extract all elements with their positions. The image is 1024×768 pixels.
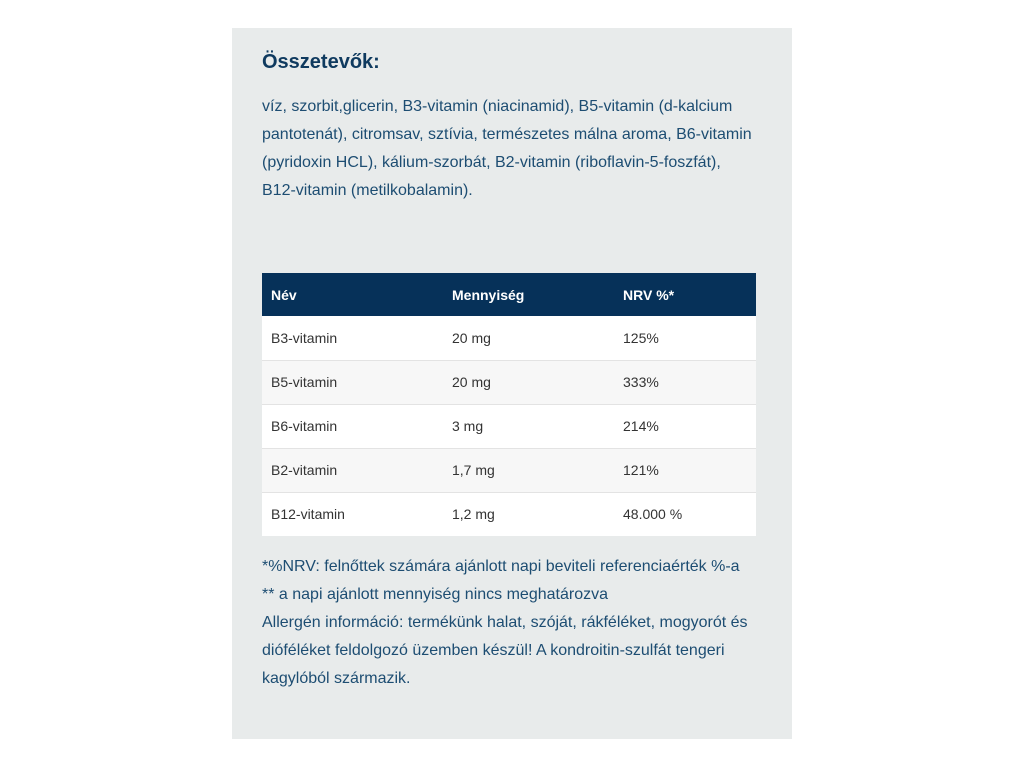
- cell-nrv: 125%: [623, 329, 659, 346]
- cell-amount: 1,7 mg: [452, 462, 495, 478]
- header-amount: Mennyiség: [452, 286, 525, 303]
- section-title: Összetevők:: [262, 51, 380, 73]
- cell-nrv: 333%: [623, 374, 659, 390]
- footnotes: [262, 553, 756, 693]
- header-nrv: NRV %*: [623, 286, 675, 303]
- cell-nrv: 121%: [623, 462, 659, 478]
- cell-nrv: 48.000 %: [623, 506, 683, 523]
- table-row: [262, 316, 756, 360]
- ingredients-text: víz, szorbit,glicerin, B3-vitamin (niacinamid), B5-vitamin (d-kalcium pantotenát), citromsav, sztívia, természetes málna aroma, B6-vitamin (pyridoxin HCL), kálium-szorbát, B2-vitamin (riboflavin-5-foszfát), B12-vitamin (metilkobalamin).: [262, 98, 752, 199]
- cell-amount: 20 mg: [452, 374, 491, 390]
- cell-name: B6-vitamin: [271, 418, 338, 434]
- cell-nrv: 214%: [623, 418, 659, 434]
- nrv-footnote: *%NRV: felnőttek számára ajánlott napi beviteli referenciaérték %-a: [262, 558, 740, 575]
- cell-amount: 3 mg: [452, 418, 484, 434]
- cell-name: B3-vitamin: [271, 329, 338, 346]
- table-row: [262, 492, 756, 536]
- cell-name: B5-vitamin: [271, 374, 338, 390]
- header-name: Név: [271, 286, 297, 303]
- table-row: [262, 404, 756, 448]
- table-row: [262, 360, 756, 404]
- ingredients-panel: [232, 28, 792, 739]
- table-header-row: [262, 273, 756, 316]
- table-row: [262, 448, 756, 492]
- cell-name: B12-vitamin: [271, 506, 345, 523]
- cell-name: B2-vitamin: [271, 462, 338, 478]
- no-amount-footnote: ** a napi ajánlott mennyiség nincs meghatározva: [262, 586, 608, 603]
- cell-amount: 20 mg: [452, 329, 491, 346]
- allergen-info: Allergén információ: termékünk halat, szóját, rákféléket, mogyorót és dióféléket feldolgozó üzemben készül! A kondroitin-szulfát tengeri kagylóból származik.: [262, 614, 748, 687]
- cell-amount: 1,2 mg: [452, 506, 495, 523]
- nutrition-table: [262, 273, 756, 536]
